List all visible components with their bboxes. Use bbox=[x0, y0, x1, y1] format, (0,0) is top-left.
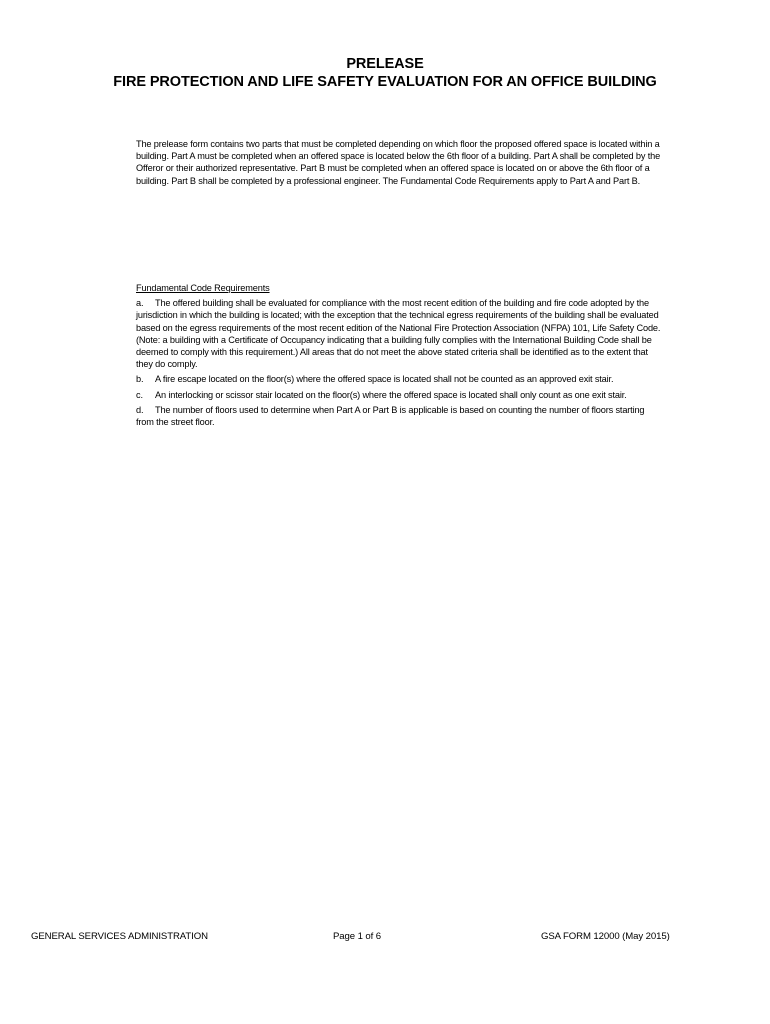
requirement-item-a bbox=[136, 297, 664, 370]
document-title-line2: FIRE PROTECTION AND LIFE SAFETY EVALUATION FOR AN OFFICE BUILDING bbox=[113, 74, 657, 90]
footer-page-number: Page 1 of 6 bbox=[333, 931, 381, 942]
requirement-letter: b. bbox=[136, 374, 144, 385]
requirement-text: An interlocking or scissor stair located on the floor(s) where the offered space is located shall only count as one exit stair. bbox=[155, 389, 627, 400]
requirement-letter: a. bbox=[136, 298, 144, 309]
document-title-line1: PRELEASE bbox=[346, 56, 424, 72]
requirement-text: A fire escape located on the floor(s) where the offered space is located shall not be counted as an approved exit stair. bbox=[155, 374, 614, 385]
requirement-letter: c. bbox=[136, 389, 143, 400]
fundamental-code-requirements-section bbox=[136, 282, 664, 431]
footer-agency: GENERAL SERVICES ADMINISTRATION bbox=[31, 931, 208, 942]
requirement-item-b bbox=[136, 373, 664, 385]
section-heading: Fundamental Code Requirements bbox=[136, 283, 270, 293]
requirement-item-d bbox=[136, 404, 664, 428]
requirement-letter: d. bbox=[136, 404, 144, 415]
footer-form-number: GSA FORM 12000 (May 2015) bbox=[541, 931, 670, 942]
requirement-text: The number of floors used to determine when Part A or Part B is applicable is based on counting the number of floors starting from the street floor. bbox=[136, 404, 645, 428]
requirement-text: The offered building shall be evaluated for compliance with the most recent edition of the building and fire code adopted by the jurisdiction in which the building is located; with the exception that the technical egress requirements of the building shall be evaluated based on the egress requirements of the most recent edition of the National Fire Protection Association (NFPA) 101, Life Safety Code. (Note: a building with a Certificate of Occupancy indicating that a building fully complies with the International Building Code shall be deemed to comply with this requirement.) All areas that do not meet the above stated criteria shall be identified as to the extent that they do comply. bbox=[136, 298, 661, 370]
requirement-item-c bbox=[136, 389, 664, 401]
intro-paragraph: The prelease form contains two parts that must be completed depending on which floor the proposed offered space is located within a building. Part A must be completed when an offered space is located below the 6th floor of a building. Part A shall be completed by the Offeror or their authorized representative. Part B must be completed when an offered space is located on or above the 6th floor of a building. Part B shall be completed by a professional engineer. The Fundamental Code Requirements apply to Part A and Part B. bbox=[136, 139, 661, 186]
